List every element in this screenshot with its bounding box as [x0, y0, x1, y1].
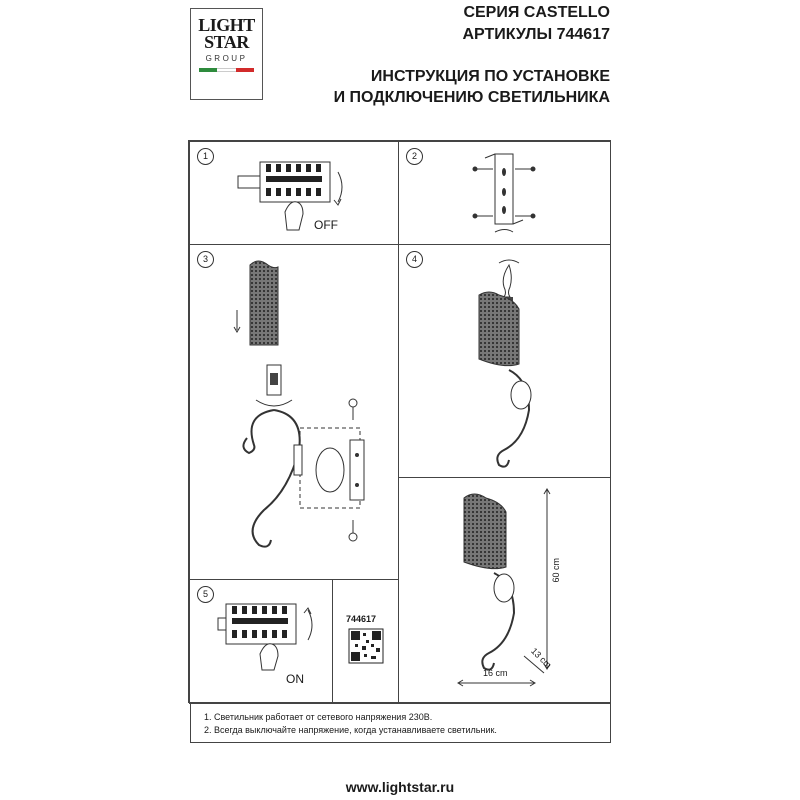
depth-dimension-label: 13 cm: [529, 645, 554, 671]
step-number-2: 2: [406, 148, 423, 165]
width-dimension-label: 16 cm: [483, 668, 508, 678]
step-3-panel: [189, 244, 399, 580]
logo-line-light: LIGHT: [198, 15, 255, 35]
step-2-panel: [398, 141, 611, 245]
article-number: 744617: [346, 614, 377, 624]
brand-logo: [190, 8, 263, 100]
qr-code-icon[interactable]: [333, 580, 400, 705]
off-label: OFF: [314, 218, 338, 232]
step-5-panel: [189, 579, 333, 704]
bulb-and-shade-diagram: [399, 245, 612, 479]
step-number-5: 5: [197, 586, 214, 603]
step-number-3: 3: [197, 251, 214, 268]
logo-line-group: GROUP: [205, 54, 248, 63]
step-number-1: 1: [197, 148, 214, 165]
dimensions-panel: [398, 477, 611, 704]
step-4-panel: [398, 244, 611, 478]
lamp-assembly-diagram: [190, 245, 400, 581]
series-title: СЕРИЯ CASTELLO: [463, 4, 610, 21]
logo-line-star: STAR: [204, 32, 249, 52]
instruction-title: [334, 66, 610, 108]
title-line-2: И ПОДКЛЮЧЕНИЮ СВЕТИЛЬНИКА: [333, 89, 610, 106]
height-dimension-label: 60 cm: [551, 558, 561, 583]
notes-box: [190, 703, 611, 743]
circuit-breaker-off-icon: [190, 142, 400, 246]
website-link[interactable]: www.lightstar.ru: [345, 779, 455, 795]
note-1: 1. Светильник работает от сетевого напряжения 230В.: [204, 712, 433, 722]
circuit-breaker-on-icon: [190, 580, 334, 705]
steps-grid: [188, 140, 611, 703]
mounting-bracket-icon: [399, 142, 612, 246]
qr-panel: [332, 579, 399, 704]
article-title: АРТИКУЛЫ 744617: [462, 26, 610, 43]
note-2: 2. Всегда выключайте напряжение, когда устанавливаете светильник.: [204, 725, 497, 735]
italian-flag-icon: [199, 68, 254, 72]
on-label: ON: [286, 672, 304, 686]
title-line-1: ИНСТРУКЦИЯ ПО УСТАНОВКЕ: [370, 68, 610, 85]
step-1-panel: [189, 141, 399, 245]
step-number-4: 4: [406, 251, 423, 268]
